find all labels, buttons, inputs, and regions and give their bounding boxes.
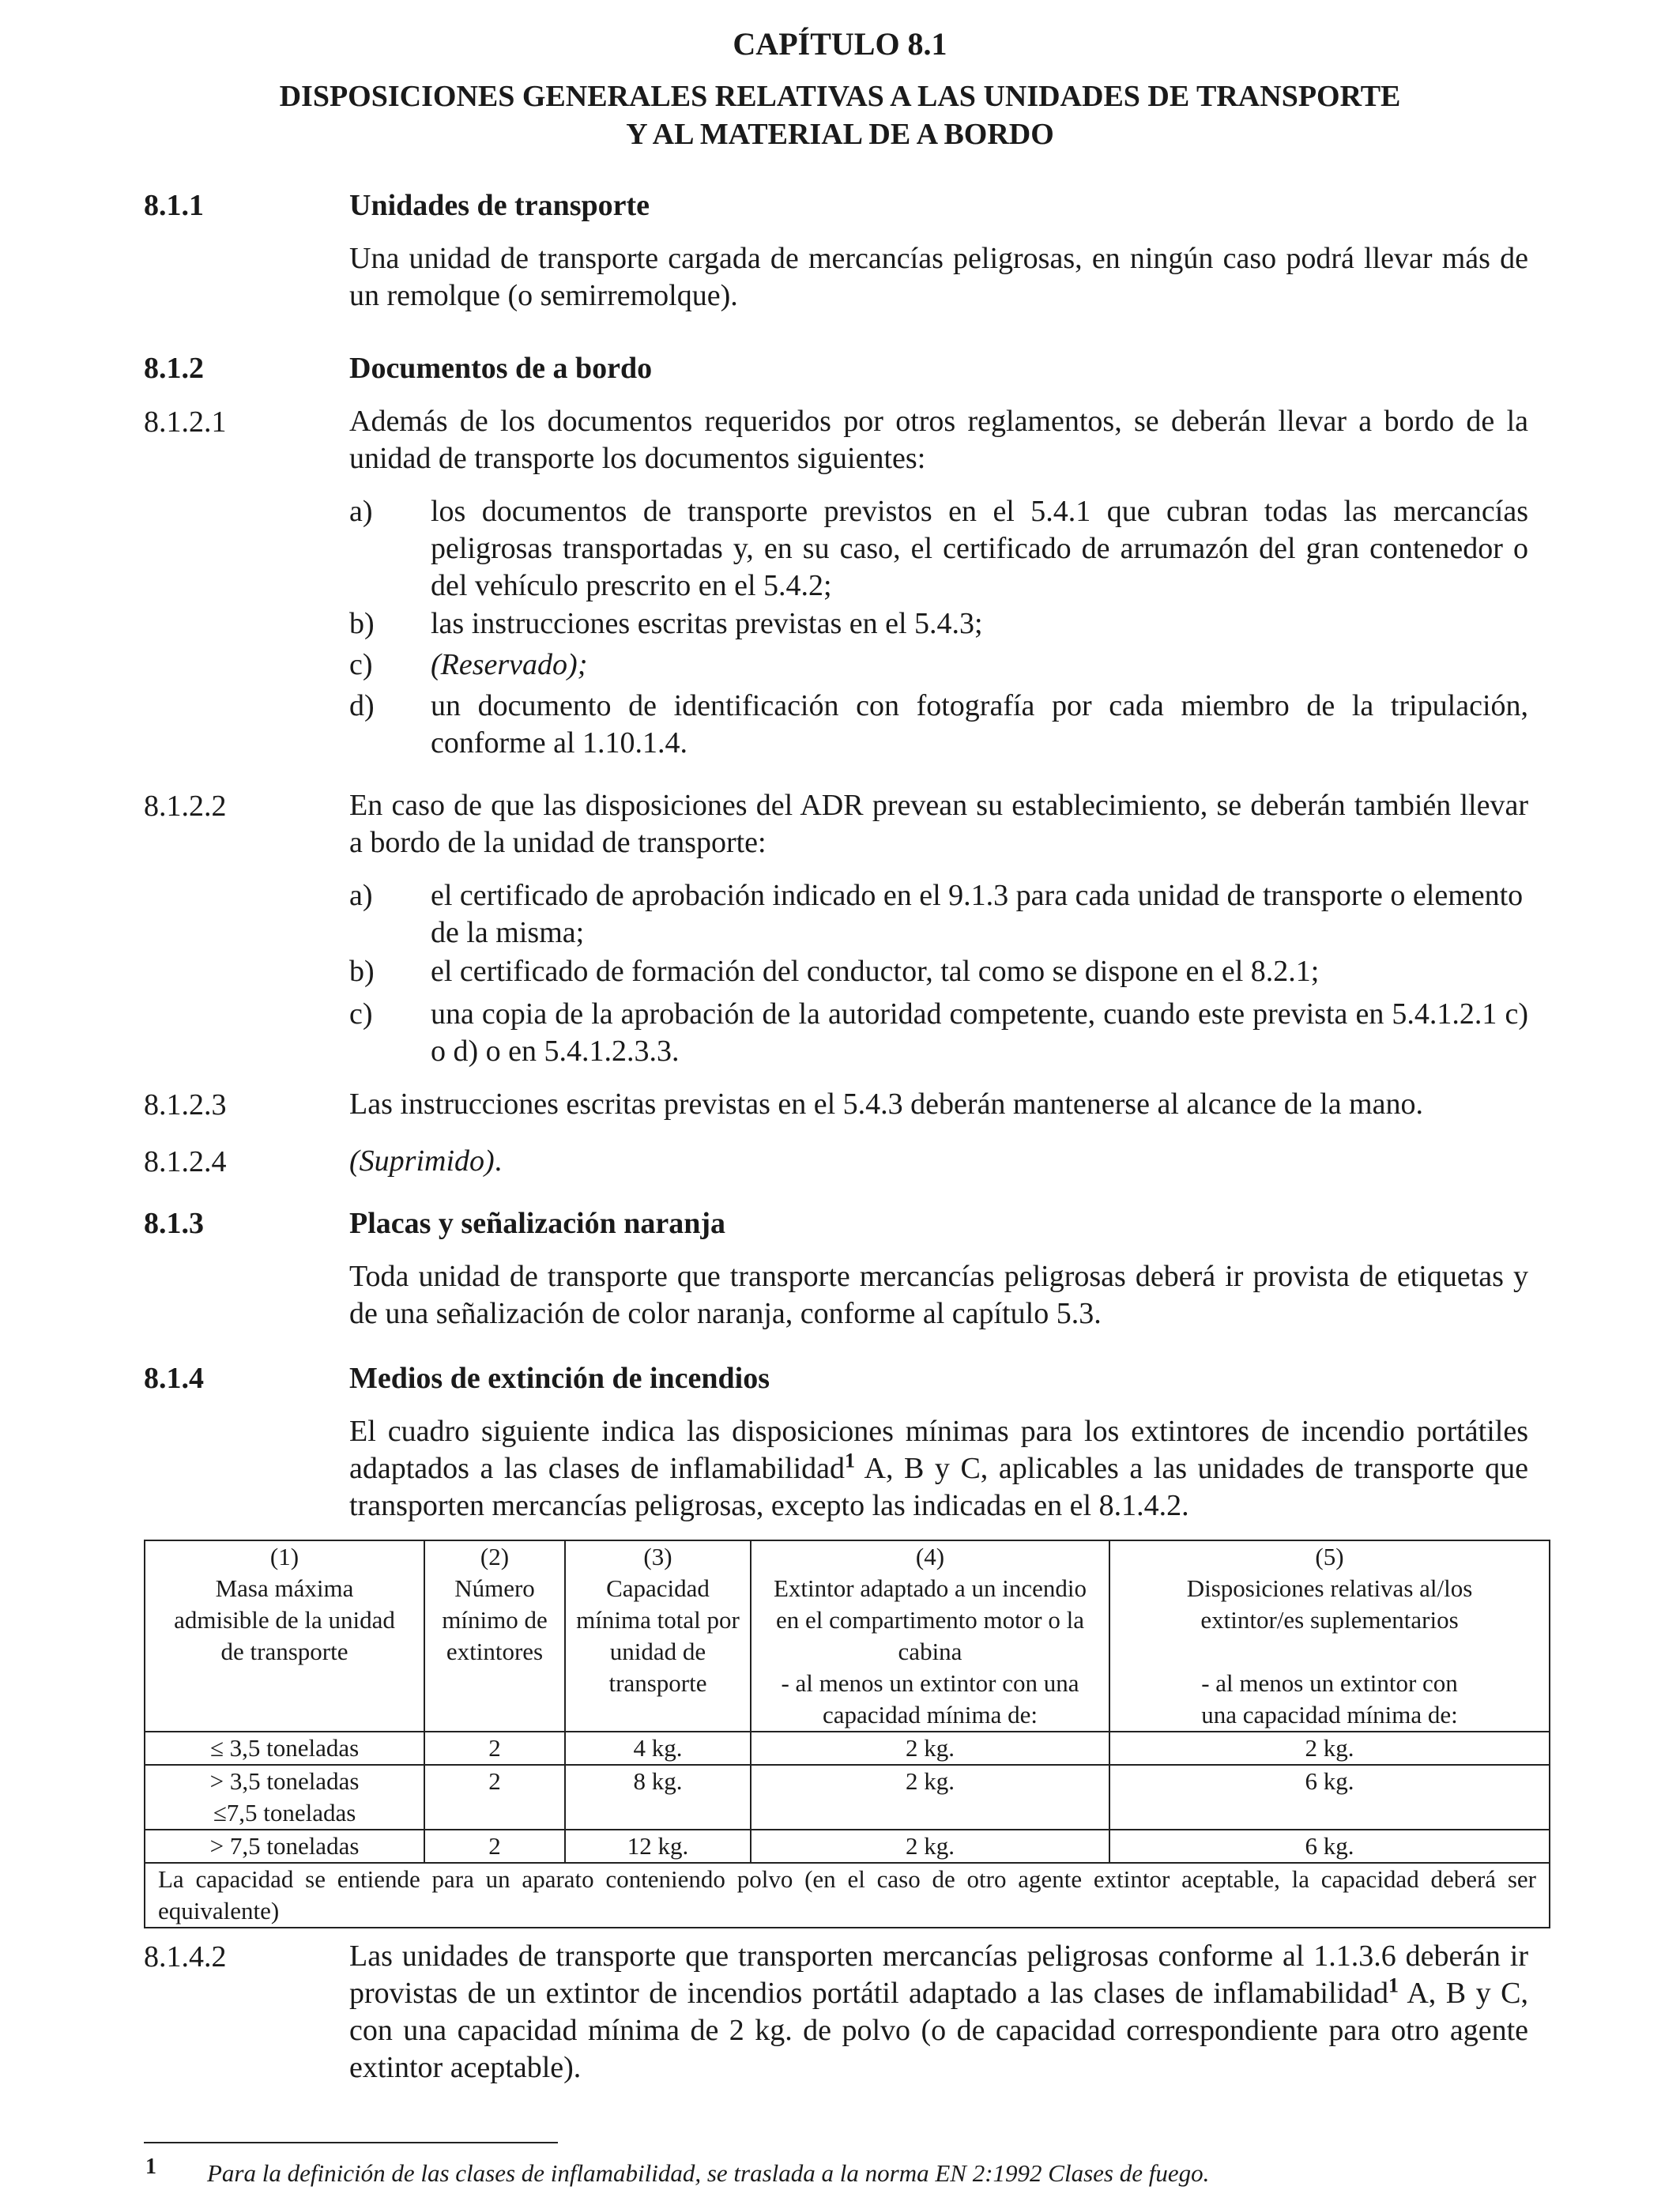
list-label: b)	[349, 607, 375, 640]
text-part: Las unidades de transporte que transporten mercancías peligrosas conforme al 1.1.3.6 deberán ir provistas de un extintor de incendios portátil adaptado a las clases de inflamabilidad	[349, 1940, 1528, 2010]
section-text: En caso de que las disposiciones del ADR prevean su establecimiento, se deberán también llevar a bordo de la unidad de transporte:	[349, 789, 1528, 859]
header-line: Masa máxima	[215, 1574, 354, 1602]
table-cell: 2	[424, 1830, 565, 1863]
footnote-separator	[144, 2142, 558, 2143]
chapter-title: CAPÍTULO 8.1	[733, 26, 947, 62]
table-header-cell	[1109, 1540, 1550, 1732]
list-item: (Reservado);	[431, 648, 588, 681]
section-text	[349, 1938, 1528, 2087]
section-number: 8.1.2	[144, 352, 204, 385]
section-number: 8.1.2.4	[144, 1145, 227, 1178]
table-cell	[145, 1765, 424, 1830]
table-cell: 4 kg.	[565, 1732, 751, 1765]
header-line: extintores	[446, 1638, 544, 1665]
header-line: Extintor adaptado a un incendio	[774, 1574, 1087, 1602]
section-text	[349, 1143, 1528, 1180]
table-cell: 8 kg.	[565, 1765, 751, 1830]
table-cell: 2 kg.	[751, 1765, 1109, 1830]
table-cell: 6 kg.	[1109, 1830, 1550, 1863]
section-number: 8.1.2.1	[144, 405, 227, 439]
title-line-1: DISPOSICIONES GENERALES RELATIVAS A LAS UNIDADES DE TRANSPORTE	[279, 80, 1401, 113]
table-cell: 2 kg.	[1109, 1732, 1550, 1765]
section-text: Las instrucciones escritas previstas en el 5.4.3 deberán mantenerse al alcance de la mano.	[349, 1088, 1423, 1121]
list-label: d)	[349, 689, 375, 722]
table-cell: 6 kg.	[1109, 1765, 1550, 1830]
header-line	[1112, 1636, 1547, 1668]
text-part: A, B y C, aplicables a las unidades de transporte que transporten mercancías peligrosas, excepto las indicadas en el 8.1.4.2.	[349, 1452, 1528, 1522]
header-line: (1)	[269, 1543, 299, 1570]
list-label: b)	[349, 955, 375, 988]
table-header-cell	[424, 1540, 565, 1732]
header-line: Capacidad	[606, 1574, 710, 1602]
section-text	[349, 1413, 1528, 1525]
list-item: los documentos de transporte previstos en el 5.4.1 que cubran todas las mercancías peligrosas transportadas y, en su caso, el certificado de arrumazón del gran contenedor o del vehículo prescrito en el 5.4.2;	[431, 495, 1528, 602]
header-line: Disposiciones relativas al/los	[1186, 1574, 1473, 1602]
header-line: (2)	[480, 1543, 510, 1570]
table-cell	[145, 1830, 424, 1863]
table-cell: 2 kg.	[751, 1830, 1109, 1863]
table-cell: 2 kg.	[751, 1732, 1109, 1765]
list-label: c)	[349, 997, 373, 1031]
section-number: 8.1.3	[144, 1207, 204, 1240]
header-line: mínimo de	[442, 1606, 548, 1634]
table-row	[145, 1765, 1550, 1830]
section-number: 8.1.2.2	[144, 790, 227, 823]
footnote-ref: 1	[1388, 1973, 1399, 1997]
cell-line: ≤ 3,5 toneladas	[209, 1734, 360, 1762]
list-item: las instrucciones escritas previstas en el 5.4.3;	[431, 607, 983, 640]
section-heading: Unidades de transporte	[349, 189, 650, 222]
header-line: mínima total por	[576, 1606, 740, 1634]
table-header-cell	[565, 1540, 751, 1732]
cell-line: > 7,5 toneladas	[209, 1832, 360, 1860]
cell-line: > 3,5 toneladas	[209, 1767, 360, 1795]
header-line: Número	[454, 1574, 535, 1602]
header-line: (3)	[643, 1543, 672, 1570]
section-text: Una unidad de transporte cargada de mercancías peligrosas, en ningún caso podrá llevar más de un remolque (o semirremolque).	[349, 242, 1528, 312]
section-text: Además de los documentos requeridos por otros reglamentos, se deberán llevar a bordo de la unidad de transporte los documentos siguientes:	[349, 405, 1528, 475]
extinguisher-table	[144, 1540, 1550, 1928]
text-part: El cuadro siguiente indica las disposiciones mínimas para los extintores de incendio portátiles adaptados a las clases de inflamabilidad	[349, 1415, 1528, 1485]
table-note: La capacidad se entiende para un aparato conteniendo polvo (en el caso de otro agente extintor aceptable, la capacidad deberá ser equivalente)	[145, 1863, 1550, 1928]
list-label: c)	[349, 648, 373, 681]
table-header-cell	[751, 1540, 1109, 1732]
header-line: una capacidad mínima de:	[1201, 1701, 1458, 1728]
table-row	[145, 1732, 1550, 1765]
section-number: 8.1.4	[144, 1362, 204, 1395]
title-line-2: Y AL MATERIAL DE A BORDO	[626, 118, 1054, 151]
list-item: el certificado de aprobación indicado en el 9.1.3 para cada unidad de transporte o elemento de la misma;	[431, 879, 1524, 949]
list-item: un documento de identificación con fotografía por cada miembro de la tripulación, conforme al 1.10.1.4.	[431, 689, 1528, 760]
header-line: cabina	[898, 1638, 962, 1665]
table-header-row	[145, 1540, 1550, 1732]
text-part: A, B y C, con una capacidad mínima de 2 kg. de polvo (o de capacidad correspondiente para otro agente extintor aceptable).	[349, 1977, 1528, 2084]
table-note-row	[145, 1863, 1550, 1928]
section-number: 8.1.4.2	[144, 1940, 227, 1973]
table-cell: 2	[424, 1765, 565, 1830]
header-line: - al menos un extintor con una	[781, 1669, 1079, 1697]
header-line: unidad de	[609, 1638, 706, 1665]
table-header-cell	[145, 1540, 424, 1732]
header-line: admisible de la unidad	[174, 1606, 395, 1634]
list-item: el certificado de formación del conductor, tal como se dispone en el 8.2.1;	[431, 955, 1320, 988]
footnote-text: Para la definición de las clases de inflamabilidad, se traslada a la norma EN 2:1992 Clases de fuego.	[207, 2159, 1210, 2187]
table-cell: 2	[424, 1732, 565, 1765]
page-title	[0, 77, 1680, 153]
header-line: de transporte	[220, 1638, 348, 1665]
header-line: - al menos un extintor con	[1201, 1669, 1458, 1697]
section-heading: Medios de extinción de incendios	[349, 1362, 770, 1395]
header-line: extintor/es suplementarios	[1200, 1606, 1459, 1634]
section-heading: Documentos de a bordo	[349, 352, 653, 385]
list-label: a)	[349, 879, 373, 912]
header-line: en el compartimento motor o la	[776, 1606, 1084, 1634]
footnote-ref: 1	[845, 1449, 856, 1472]
cell-line: ≤7,5 toneladas	[213, 1799, 356, 1826]
list-item: una copia de la aprobación de la autoridad competente, cuando este prevista en 5.4.1.2.1 c) o d) o en 5.4.1.2.3.3.	[431, 997, 1528, 1068]
section-heading: Placas y señalización naranja	[349, 1207, 726, 1240]
table-row	[145, 1830, 1550, 1863]
list-label: a)	[349, 495, 373, 528]
suppressed-text: (Suprimido)	[349, 1144, 495, 1178]
section-number: 8.1.1	[144, 189, 204, 222]
suppressed-period: .	[494, 1144, 503, 1178]
footnote-mark: 1	[145, 2154, 156, 2179]
header-line: capacidad mínima de:	[823, 1701, 1038, 1728]
section-number: 8.1.2.3	[144, 1088, 227, 1122]
header-line: (4)	[915, 1543, 945, 1570]
table-cell: 12 kg.	[565, 1830, 751, 1863]
table-cell	[145, 1732, 424, 1765]
header-line: (5)	[1315, 1543, 1344, 1570]
header-line: transporte	[608, 1669, 707, 1697]
section-text: Toda unidad de transporte que transporte mercancías peligrosas deberá ir provista de etiquetas y de una señalización de color naranja, conforme al capítulo 5.3.	[349, 1260, 1528, 1330]
